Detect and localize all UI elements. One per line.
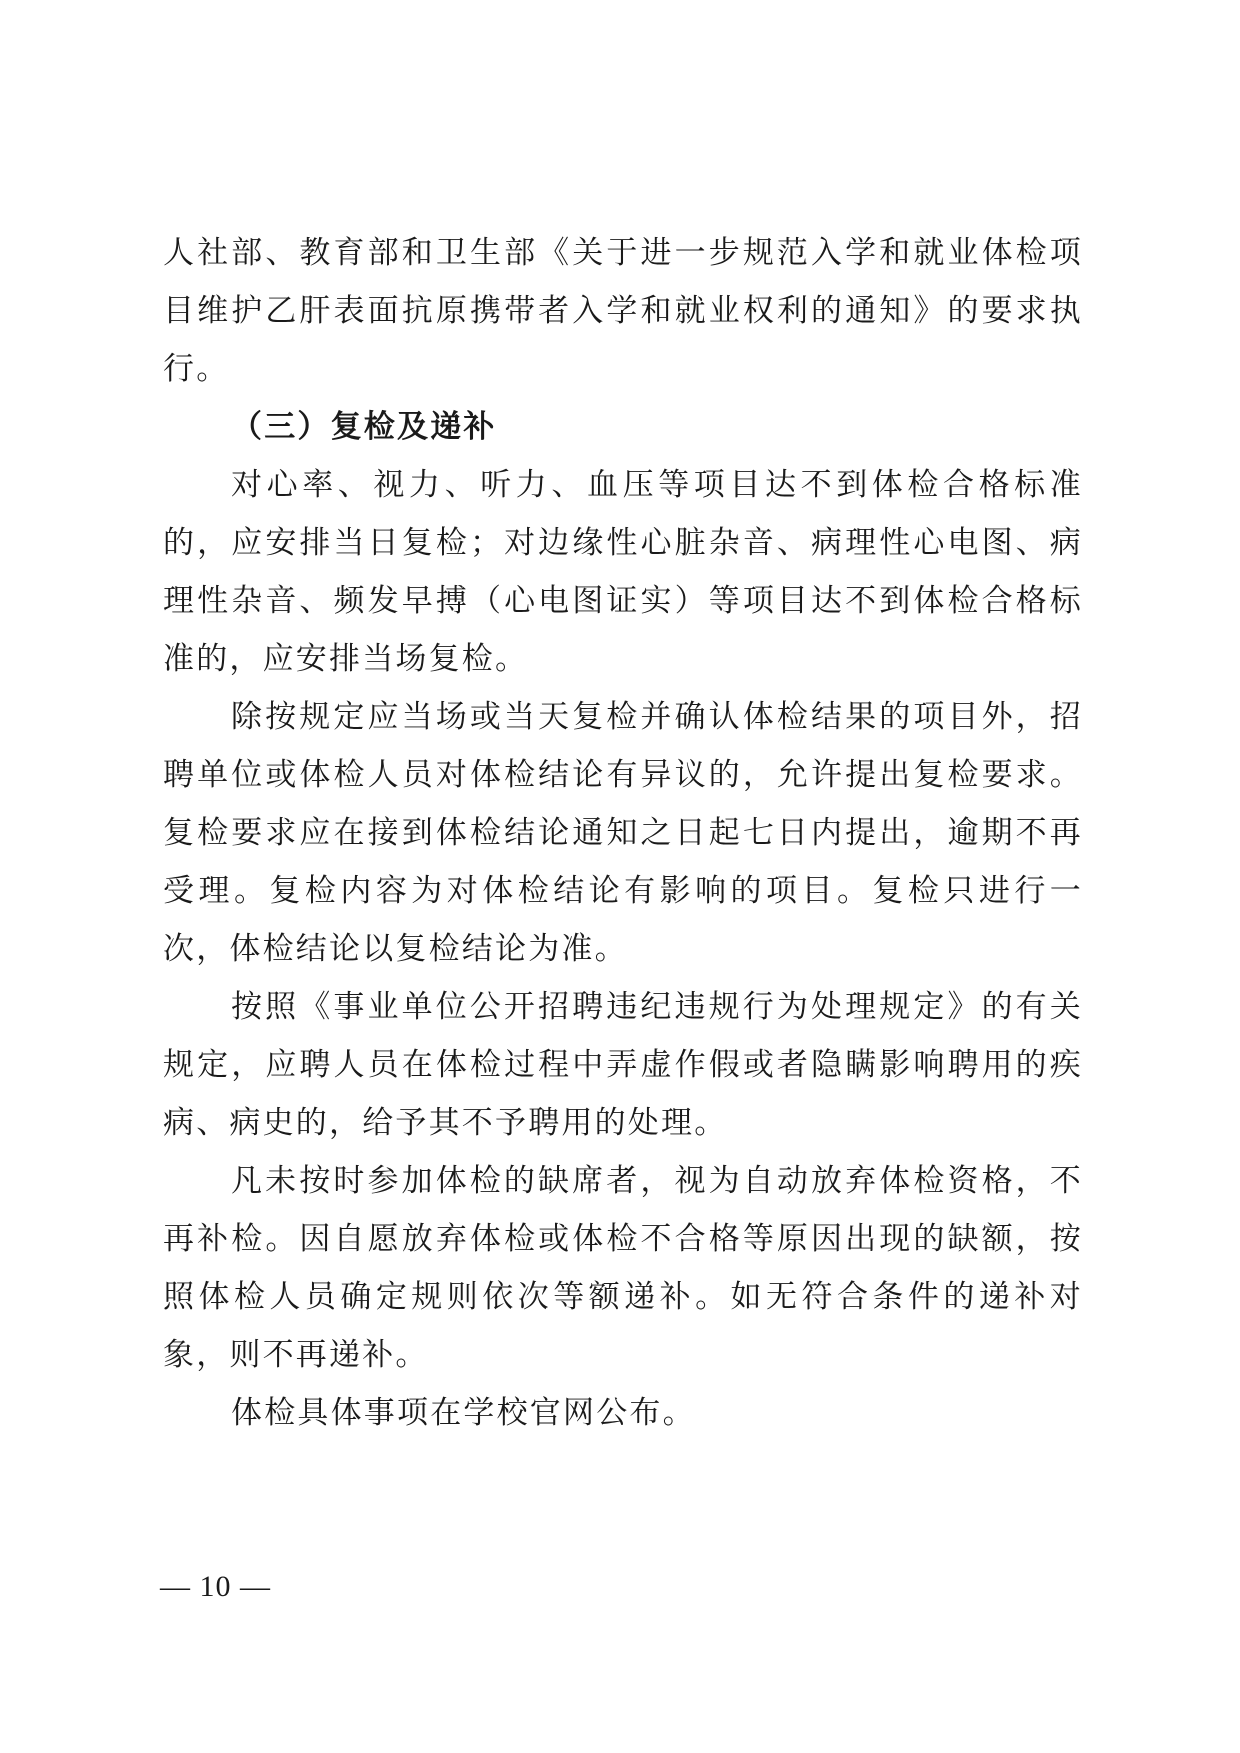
paragraph-announcement: 体检具体事项在学校官网公布。 bbox=[231, 1395, 696, 1431]
paragraph-absence-substitution: 凡未按时参加体检的缺席者，视为自动放弃体检资格，不再补检。因自愿放弃体检或体检不合格等原因出现的缺额，按照体检人员确定规则依次等额递补。如无符合条件的递补对象，则不再递补。 bbox=[163, 1163, 1083, 1373]
body-text bbox=[163, 224, 1083, 1442]
page-number: — 10 — bbox=[160, 1570, 271, 1603]
paragraph-recheck-request: 除按规定应当场或当天复检并确认体检结果的项目外，招聘单位或体检人员对体检结论有异议的，允许提出复检要求。复检要求应在接到体检结论通知之日起七日内提出，逾期不再受理。复检内容为对体检结论有影响的项目。复检只进行一次，体检结论以复检结论为准。 bbox=[163, 699, 1083, 967]
paragraph-recheck-same-day: 对心率、视力、听力、血压等项目达不到体检合格标准的，应安排当日复检；对边缘性心脏杂音、病理性心电图、病理性杂音、频发早搏（心电图证实）等项目达不到体检合格标准的，应安排当场复检。 bbox=[163, 467, 1083, 677]
paragraph-continued: 人社部、教育部和卫生部《关于进一步规范入学和就业体检项目维护乙肝表面抗原携带者入学和就业权利的通知》的要求执行。 bbox=[163, 235, 1083, 387]
section-heading-recheck: （三）复检及递补 bbox=[231, 409, 497, 445]
paragraph-fraud-handling: 按照《事业单位公开招聘违纪违规行为处理规定》的有关规定，应聘人员在体检过程中弄虚作假或者隐瞒影响聘用的疾病、病史的，给予其不予聘用的处理。 bbox=[163, 989, 1083, 1141]
